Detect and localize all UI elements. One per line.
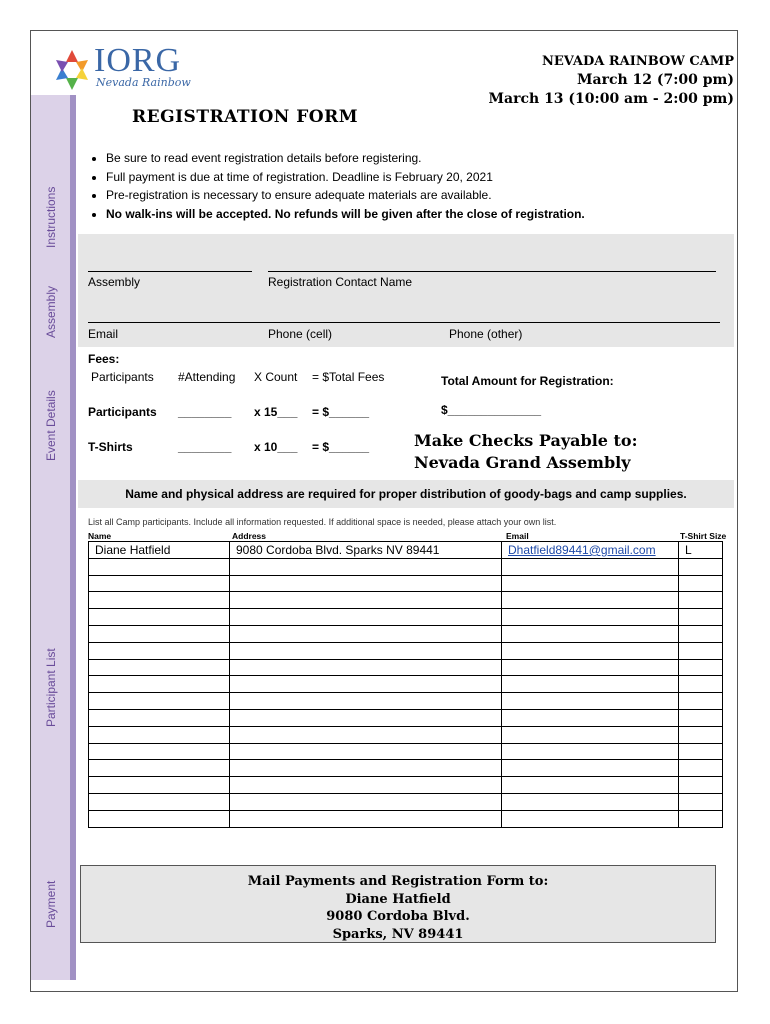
- table-row: [89, 542, 723, 559]
- camp-title: NEVADA RAINBOW CAMP: [542, 54, 734, 69]
- participant-address-cell[interactable]: [230, 659, 502, 676]
- participant-email-cell[interactable]: [502, 659, 679, 676]
- form-title: REGISTRATION FORM: [132, 107, 359, 127]
- participant-name-cell[interactable]: [89, 659, 230, 676]
- assembly-label: Assembly: [88, 275, 141, 289]
- sidebar-label-event-details: Event Details: [44, 390, 58, 461]
- assembly-panel: [78, 234, 734, 347]
- participant-name-cell[interactable]: [89, 743, 230, 760]
- table-row: [89, 726, 723, 743]
- mail-line-2: Diane Hatfield: [345, 891, 451, 907]
- col-header-shirt: T-Shirt Size: [680, 531, 727, 541]
- participant-name-cell[interactable]: [89, 810, 230, 827]
- participant-email-cell[interactable]: [502, 777, 679, 794]
- participant-name-cell[interactable]: [89, 575, 230, 592]
- participant-address-cell[interactable]: [230, 693, 502, 710]
- participants-total-field[interactable]: = $______: [312, 405, 370, 419]
- participant-email-cell[interactable]: [502, 558, 679, 575]
- table-row: [89, 760, 723, 777]
- table-row: [89, 609, 723, 626]
- participant-email-cell[interactable]: [502, 676, 679, 693]
- participant-address-cell[interactable]: [230, 777, 502, 794]
- total-amount-label: Total Amount for Registration:: [441, 374, 614, 388]
- contact-name-label: Registration Contact Name: [268, 275, 413, 289]
- table-row: [89, 810, 723, 827]
- participants-fee-label: Participants: [88, 405, 157, 419]
- col-header-address: Address: [232, 531, 267, 541]
- camp-date-2: March 13 (10:00 am - 2:00 pm): [488, 91, 734, 107]
- participant-email-cell[interactable]: [502, 693, 679, 710]
- fees-col-total: = $Total Fees: [312, 370, 385, 384]
- participant-address-cell[interactable]: [230, 609, 502, 626]
- table-row: [89, 743, 723, 760]
- participant-shirt-cell[interactable]: [679, 625, 723, 642]
- participant-shirt-cell[interactable]: [679, 609, 723, 626]
- fees-col-attending: #Attending: [178, 370, 236, 384]
- table-row: [89, 575, 723, 592]
- participant-name-cell[interactable]: [89, 558, 230, 575]
- participant-name-cell[interactable]: [89, 777, 230, 794]
- participant-address-cell[interactable]: [230, 743, 502, 760]
- camp-heading: [489, 52, 734, 109]
- participant-shirt-cell[interactable]: [679, 726, 723, 743]
- participant-email-cell[interactable]: [502, 793, 679, 810]
- participant-email-link[interactable]: Dhatfield89441@gmail.com: [502, 542, 679, 559]
- fees-heading: Fees:: [88, 352, 120, 366]
- participant-name-cell[interactable]: [89, 625, 230, 642]
- camp-date-1: March 12 (7:00 pm): [577, 72, 734, 88]
- instruction-item: • No walk-ins will be accepted. No refunds will be given after the close of registration.: [106, 205, 746, 224]
- participant-address-cell[interactable]: [230, 625, 502, 642]
- table-row: [89, 676, 723, 693]
- participant-shirt-cell[interactable]: [679, 642, 723, 659]
- participant-name-cell[interactable]: [89, 676, 230, 693]
- col-header-email: Email: [506, 531, 529, 541]
- sidebar-label-payment: Payment: [44, 880, 58, 928]
- payable-line-1: Make Checks Payable to:: [414, 431, 638, 450]
- participant-name-cell[interactable]: Diane Hatfield: [89, 542, 230, 559]
- participant-shirt-cell[interactable]: [679, 777, 723, 794]
- table-row: [89, 592, 723, 609]
- participant-shirt-cell[interactable]: [679, 793, 723, 810]
- participant-address-cell[interactable]: [230, 810, 502, 827]
- participant-table: [88, 541, 723, 828]
- payable-line-2: Nevada Grand Assembly: [414, 453, 631, 472]
- participant-shirt-cell[interactable]: [679, 592, 723, 609]
- participant-shirt-cell[interactable]: [679, 575, 723, 592]
- address-notice: Name and physical address are required for proper distribution of goody-bags and camp supplies.: [78, 480, 734, 508]
- tshirts-total-field[interactable]: = $______: [312, 440, 370, 454]
- participant-shirt-cell[interactable]: [679, 659, 723, 676]
- instruction-item: • Pre-registration is necessary to ensure adequate materials are available.: [106, 186, 746, 205]
- participant-name-cell[interactable]: [89, 760, 230, 777]
- sidebar-label-instructions: Instructions: [44, 186, 58, 248]
- participant-name-cell[interactable]: [89, 592, 230, 609]
- table-row: [89, 693, 723, 710]
- participant-name-cell[interactable]: [89, 609, 230, 626]
- mail-line-1: Mail Payments and Registration Form to:: [247, 874, 549, 889]
- table-row: [89, 793, 723, 810]
- participant-email-cell[interactable]: [502, 575, 679, 592]
- participant-address-cell[interactable]: [230, 726, 502, 743]
- total-amount-field[interactable]: $______________: [441, 403, 542, 417]
- table-row: [89, 558, 723, 575]
- participants-attending-field[interactable]: ________: [178, 405, 232, 419]
- phone-cell-label: Phone (cell): [268, 327, 333, 341]
- participant-address-cell[interactable]: 9080 Cordoba Blvd. Sparks NV 89441: [230, 542, 502, 559]
- instruction-item: • Full payment is due at time of registration. Deadline is February 20, 2021: [106, 168, 746, 187]
- table-row: [89, 709, 723, 726]
- participants-multiplier: x 15___: [254, 405, 298, 419]
- participant-address-cell[interactable]: [230, 793, 502, 810]
- participant-shirt-cell[interactable]: [679, 760, 723, 777]
- participant-address-cell[interactable]: [230, 676, 502, 693]
- participant-email-cell[interactable]: [502, 625, 679, 642]
- participant-shirt-cell[interactable]: [679, 676, 723, 693]
- table-row: [89, 625, 723, 642]
- participant-list-note: List all Camp participants. Include all information requested. If additional space is needed, please attach your own list.: [88, 517, 557, 527]
- contact-details-field[interactable]: [88, 322, 720, 323]
- logo-subtitle: Nevada Rainbow: [96, 76, 191, 89]
- checks-payable-note: [414, 430, 637, 474]
- tshirts-attending-field[interactable]: ________: [178, 440, 232, 454]
- tshirts-multiplier: x 10___: [254, 440, 298, 454]
- mail-payment-box: [80, 865, 716, 943]
- participant-name-cell[interactable]: [89, 709, 230, 726]
- fees-col-count: X Count: [254, 370, 298, 384]
- participant-email-cell[interactable]: [502, 642, 679, 659]
- participant-shirt-cell[interactable]: L: [679, 542, 723, 559]
- participant-shirt-cell[interactable]: [679, 743, 723, 760]
- participant-email-cell[interactable]: [502, 810, 679, 827]
- participant-address-cell[interactable]: [230, 575, 502, 592]
- participant-shirt-cell[interactable]: [679, 709, 723, 726]
- participant-email-cell[interactable]: [502, 743, 679, 760]
- participant-address-cell[interactable]: [230, 558, 502, 575]
- table-row: [89, 642, 723, 659]
- instruction-item: • Be sure to read event registration details before registering.: [106, 149, 746, 168]
- participant-address-cell[interactable]: [230, 760, 502, 777]
- table-row: [89, 777, 723, 794]
- assembly-field[interactable]: [88, 271, 252, 272]
- participant-address-cell[interactable]: [230, 592, 502, 609]
- mail-line-3: 9080 Cordoba Blvd.: [326, 909, 470, 924]
- sidebar-label-participant-list: Participant List: [44, 648, 58, 727]
- fees-col-participants: Participants: [91, 370, 154, 384]
- participant-name-cell[interactable]: [89, 642, 230, 659]
- tshirts-fee-label: T-Shirts: [88, 440, 133, 454]
- participant-email-cell[interactable]: [502, 760, 679, 777]
- participant-address-cell[interactable]: [230, 709, 502, 726]
- participant-email-cell[interactable]: [502, 726, 679, 743]
- participant-name-cell[interactable]: [89, 793, 230, 810]
- mail-line-4: Sparks, NV 89441: [332, 926, 464, 942]
- participant-address-cell[interactable]: [230, 642, 502, 659]
- table-row: [89, 659, 723, 676]
- participant-email-cell[interactable]: [502, 609, 679, 626]
- email-label: Email: [88, 327, 119, 341]
- logo-wordmark: IORG: [94, 42, 182, 79]
- participant-email-cell[interactable]: [502, 709, 679, 726]
- col-header-name: Name: [88, 531, 112, 541]
- participant-shirt-cell[interactable]: [679, 810, 723, 827]
- participant-email-cell[interactable]: [502, 592, 679, 609]
- participant-name-cell[interactable]: [89, 693, 230, 710]
- phone-other-label: Phone (other): [449, 327, 523, 341]
- participant-name-cell[interactable]: [89, 726, 230, 743]
- instructions-list: [86, 149, 746, 223]
- participant-shirt-cell[interactable]: [679, 693, 723, 710]
- participant-shirt-cell[interactable]: [679, 558, 723, 575]
- sidebar-label-assembly: Assembly: [44, 285, 58, 338]
- contact-name-field[interactable]: [268, 271, 716, 272]
